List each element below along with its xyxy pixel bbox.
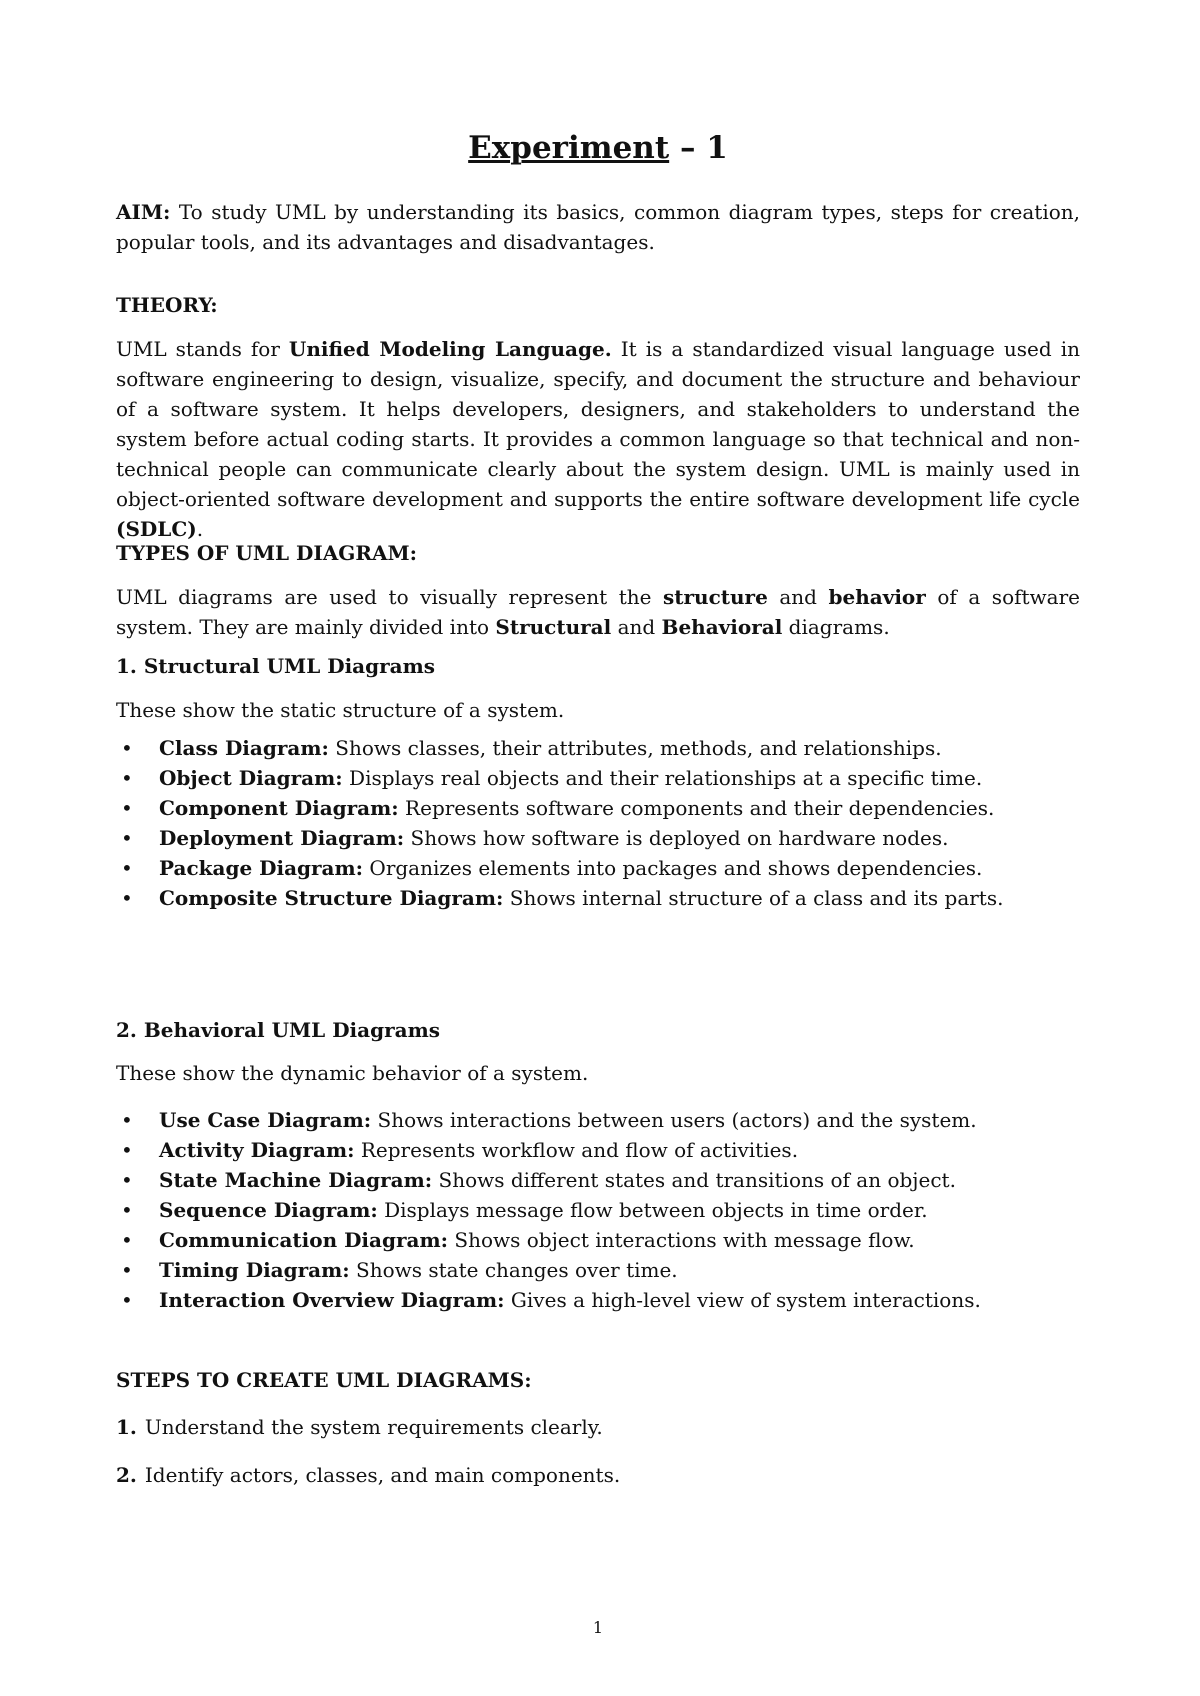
types-bold-structural: Structural [495,615,612,639]
structural-heading: 1. Structural UML Diagrams [116,654,436,678]
types-paragraph [116,582,1080,642]
item-name: Timing Diagram: [159,1258,350,1282]
list-item [116,1135,1080,1165]
bullet-icon: • [121,1138,133,1162]
item-desc: Represents software components and their dependencies. [398,796,995,820]
item-desc: Represents workflow and flow of activities. [354,1138,799,1162]
item-name: Activity Diagram: [159,1138,355,1162]
step-number: 1. [116,1415,137,1439]
item-name: Object Diagram: [159,766,343,790]
structural-intro: These show the static structure of a system. [116,698,565,722]
behavioral-list [116,1105,1080,1315]
item-desc: Organizes elements into packages and shows dependencies. [363,856,983,880]
item-desc: Shows object interactions with message flow. [448,1228,915,1252]
bullet-icon: • [121,766,133,790]
types-bold-behavioral: Behavioral [661,615,783,639]
bullet-icon: • [121,1228,133,1252]
list-item [116,1225,1080,1255]
list-item [116,853,1080,883]
item-name: Sequence Diagram: [159,1198,378,1222]
aim-text: To study UML by understanding its basics, common diagram types, steps for creation, popular tools, and its advantages and disadvantages. [116,200,1080,254]
item-desc: Displays message flow between objects in time order. [377,1198,928,1222]
item-name: Use Case Diagram: [159,1108,372,1132]
title-word: Experiment [468,130,670,166]
types-text-4: and [611,615,662,639]
bullet-icon: • [121,1198,133,1222]
theory-text-2: It is a standardized visual language used in software engineering to design, visualize, specify, and document the structure and behaviour of a software system. It helps developers, designers, and stakeholders to understand the system before actual coding starts. It provides a common language so that technical and non-technical people can communicate clearly about the system design. UML is mainly used in object-oriented software development and supports the entire software development life cycle [116,337,1080,511]
aim-paragraph [116,197,1080,257]
structural-list [116,733,1080,913]
step-text: Understand the system requirements clearly. [144,1415,603,1439]
list-item [116,1195,1080,1225]
list-item [116,1165,1080,1195]
item-name: Class Diagram: [159,736,329,760]
page-number: 1 [592,1618,604,1637]
bullet-icon: • [121,886,133,910]
theory-text-1: UML stands for [116,337,289,361]
bullet-icon: • [121,736,133,760]
step-item [116,1412,603,1442]
list-item [116,793,1080,823]
theory-bold-uml: Unified Modeling Language. [288,337,612,361]
behavioral-heading: 2. Behavioral UML Diagrams [116,1018,440,1042]
step-text: Identify actors, classes, and main components. [144,1463,621,1487]
list-item [116,1285,1080,1315]
types-text-2: and [767,585,829,609]
item-name: State Machine Diagram: [159,1168,433,1192]
item-desc: Shows interactions between users (actors) and the system. [371,1108,977,1132]
types-bold-structure: structure [663,585,768,609]
types-text-1: UML diagrams are used to visually represent the [116,585,663,609]
item-desc: Shows classes, their attributes, methods, and relationships. [328,736,942,760]
behavioral-intro: These show the dynamic behavior of a system. [116,1061,589,1085]
item-name: Interaction Overview Diagram: [159,1288,505,1312]
aim-label: AIM: [116,200,171,224]
bullet-icon: • [121,1168,133,1192]
item-desc: Shows internal structure of a class and its parts. [503,886,1004,910]
item-name: Component Diagram: [159,796,399,820]
bullet-icon: • [121,1108,133,1132]
bullet-icon: • [121,856,133,880]
item-name: Deployment Diagram: [159,826,405,850]
theory-text-3: . [196,517,204,541]
step-item [116,1460,620,1490]
title-number: – 1 [669,130,728,166]
bullet-icon: • [121,1288,133,1312]
list-item [116,823,1080,853]
item-name: Composite Structure Diagram: [159,886,504,910]
types-text-5: diagrams. [782,615,890,639]
types-heading: TYPES OF UML DIAGRAM: [116,541,417,565]
list-item [116,1105,1080,1135]
types-text-3: of a software system. They are mainly divided into [116,585,1080,639]
theory-heading: THEORY: [116,293,218,317]
page-title [116,128,1080,168]
list-item [116,883,1080,913]
document-page [116,0,1080,1696]
item-desc: Shows different states and transitions of an object. [432,1168,956,1192]
item-name: Package Diagram: [159,856,364,880]
steps-heading: STEPS TO CREATE UML DIAGRAMS: [116,1368,532,1392]
item-desc: Displays real objects and their relationships at a specific time. [342,766,983,790]
list-item [116,763,1080,793]
theory-paragraph [116,334,1080,544]
bullet-icon: • [121,826,133,850]
theory-bold-sdlc: (SDLC) [116,517,197,541]
item-desc: Shows how software is deployed on hardware nodes. [404,826,949,850]
item-desc: Gives a high-level view of system interactions. [504,1288,981,1312]
bullet-icon: • [121,1258,133,1282]
step-number: 2. [116,1463,137,1487]
bullet-icon: • [121,796,133,820]
list-item [116,1255,1080,1285]
item-desc: Shows state changes over time. [349,1258,678,1282]
list-item [116,733,1080,763]
item-name: Communication Diagram: [159,1228,449,1252]
types-bold-behavior: behavior [828,585,926,609]
